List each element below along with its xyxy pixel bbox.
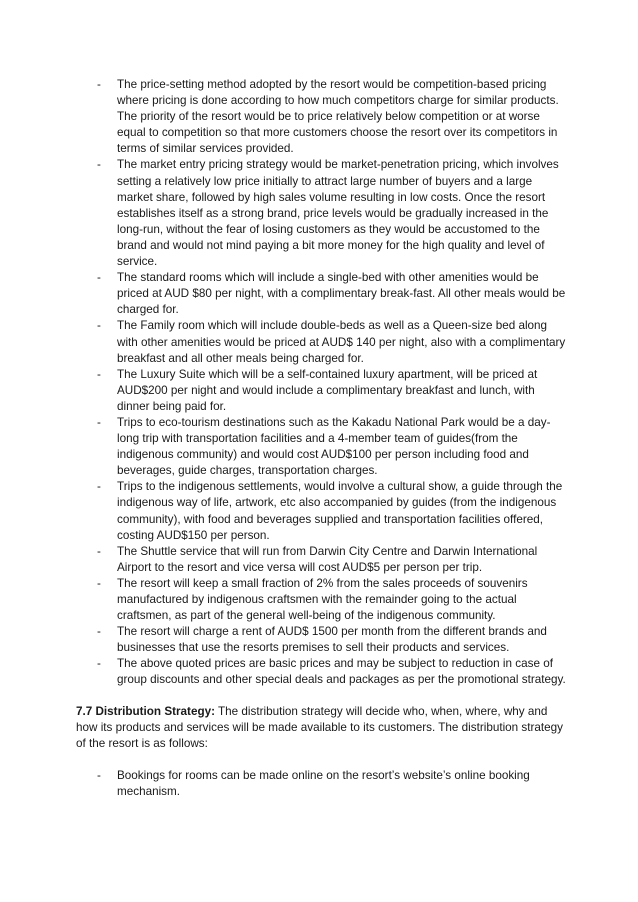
- list-item: [97, 367, 567, 415]
- bullet-dash: -: [97, 769, 101, 782]
- list-item: [97, 479, 567, 543]
- list-item: [97, 768, 567, 800]
- list-item: [97, 624, 567, 656]
- bullet-dash: -: [97, 319, 101, 333]
- bullet-dash: -: [97, 625, 101, 639]
- bullet-text: Bookings for rooms can be made online on the resort’s website’s online booking mechanism.: [117, 769, 530, 799]
- bullet-text: The Family room which will include double-beds as well as a Queen-size bed along with other amenities would be priced at AUD$ 140 per night, also with a complimentary breakfast and all other meals being charged for.: [117, 319, 566, 365]
- distribution-strategy-paragraph: [76, 704, 566, 752]
- bullet-text: The price-setting method adopted by the resort would be competition-based pricing where pricing is done according to how much competitors charge for similar products. The priority of the resort would be to price relatively below competition or at worse equal to competition so that more customers choose the resort over its competitors in terms of similar services provided.: [117, 78, 559, 156]
- list-item: [97, 544, 567, 576]
- list-item: [97, 77, 567, 157]
- bullet-dash: -: [97, 544, 101, 558]
- bullet-dash: -: [97, 271, 101, 285]
- bullet-text: The above quoted prices are basic prices and may be subject to reduction in case of group discounts and other special deals and packages as per the promotional strategy.: [117, 657, 566, 687]
- bullet-dash: -: [97, 576, 101, 590]
- bullet-dash: -: [97, 480, 101, 494]
- bullet-dash: -: [97, 78, 101, 91]
- bullet-text: The standard rooms which will include a single-bed with other amenities would be priced at AUD $80 per night, with a complimentary break-fast. All other meals would be charged for.: [117, 271, 566, 317]
- bullet-text: The Luxury Suite which will be a self-contained luxury apartment, will be priced at AUD$200 per night and would include a complimentary breakfast and lunch, with dinner being paid for.: [117, 367, 538, 413]
- section-heading: 7.7 Distribution Strategy:: [76, 705, 215, 718]
- bullet-text: The Shuttle service that will run from Darwin City Centre and Darwin International Airport to the resort and vice versa will cost AUD$5 per person per trip.: [117, 544, 538, 574]
- list-item: [97, 576, 567, 624]
- bullet-dash: -: [97, 367, 101, 381]
- section-body-text: The distribution strategy will decide who, when, where, why and how its products and services will be made available to its customers. The distribution strategy of the resort is as follows:: [76, 705, 563, 751]
- bullet-text: The resort will keep a small fraction of 2% from the sales proceeds of souvenirs manufactured by indigenous craftsmen with the remainder going to the actual craftsmen, as part of the general well-being of the indigenous community.: [117, 576, 528, 623]
- distribution-bullet-list: [97, 768, 567, 800]
- list-item: [97, 415, 567, 479]
- bullet-text: The resort will charge a rent of AUD$ 1500 per month from the different brands and businesses that use the resorts premises to sell their products and services.: [117, 625, 547, 655]
- bullet-dash: -: [97, 415, 101, 429]
- bullet-text: Trips to the indigenous settlements, would involve a cultural show, a guide through the indigenous way of life, artwork, etc also accompanied by guides (from the indigenous community), with food and beverages supplied and transportation facilities offered, costing AUD$150 per person.: [117, 480, 563, 542]
- list-item: [97, 318, 567, 366]
- bullet-text: The market entry pricing strategy would be market-penetration pricing, which involves setting a relatively low price initially to attract large number of buyers and a large market share, followed by high sales volume resulting in low costs. Once the resort establishes itself as a strong brand, price levels would be gradually increased in the long-run, without the fear of losing customers as they would be accustomed to the brand and would not mind paying a bit more money for the high quality and level of service.: [117, 158, 559, 269]
- bullet-text: Trips to eco-tourism destinations such as the Kakadu National Park would be a day-long trip with transportation facilities and a 4-member team of guides(from the indigenous community) and would cost AUD$100 per person including food and beverages, guide charges, transportation charges.: [117, 415, 551, 478]
- pricing-bullet-list: [97, 77, 567, 689]
- list-item: [97, 270, 567, 318]
- bullet-dash: -: [97, 158, 101, 172]
- bullet-dash: -: [97, 657, 101, 671]
- list-item: [97, 656, 567, 688]
- list-item: [97, 157, 567, 270]
